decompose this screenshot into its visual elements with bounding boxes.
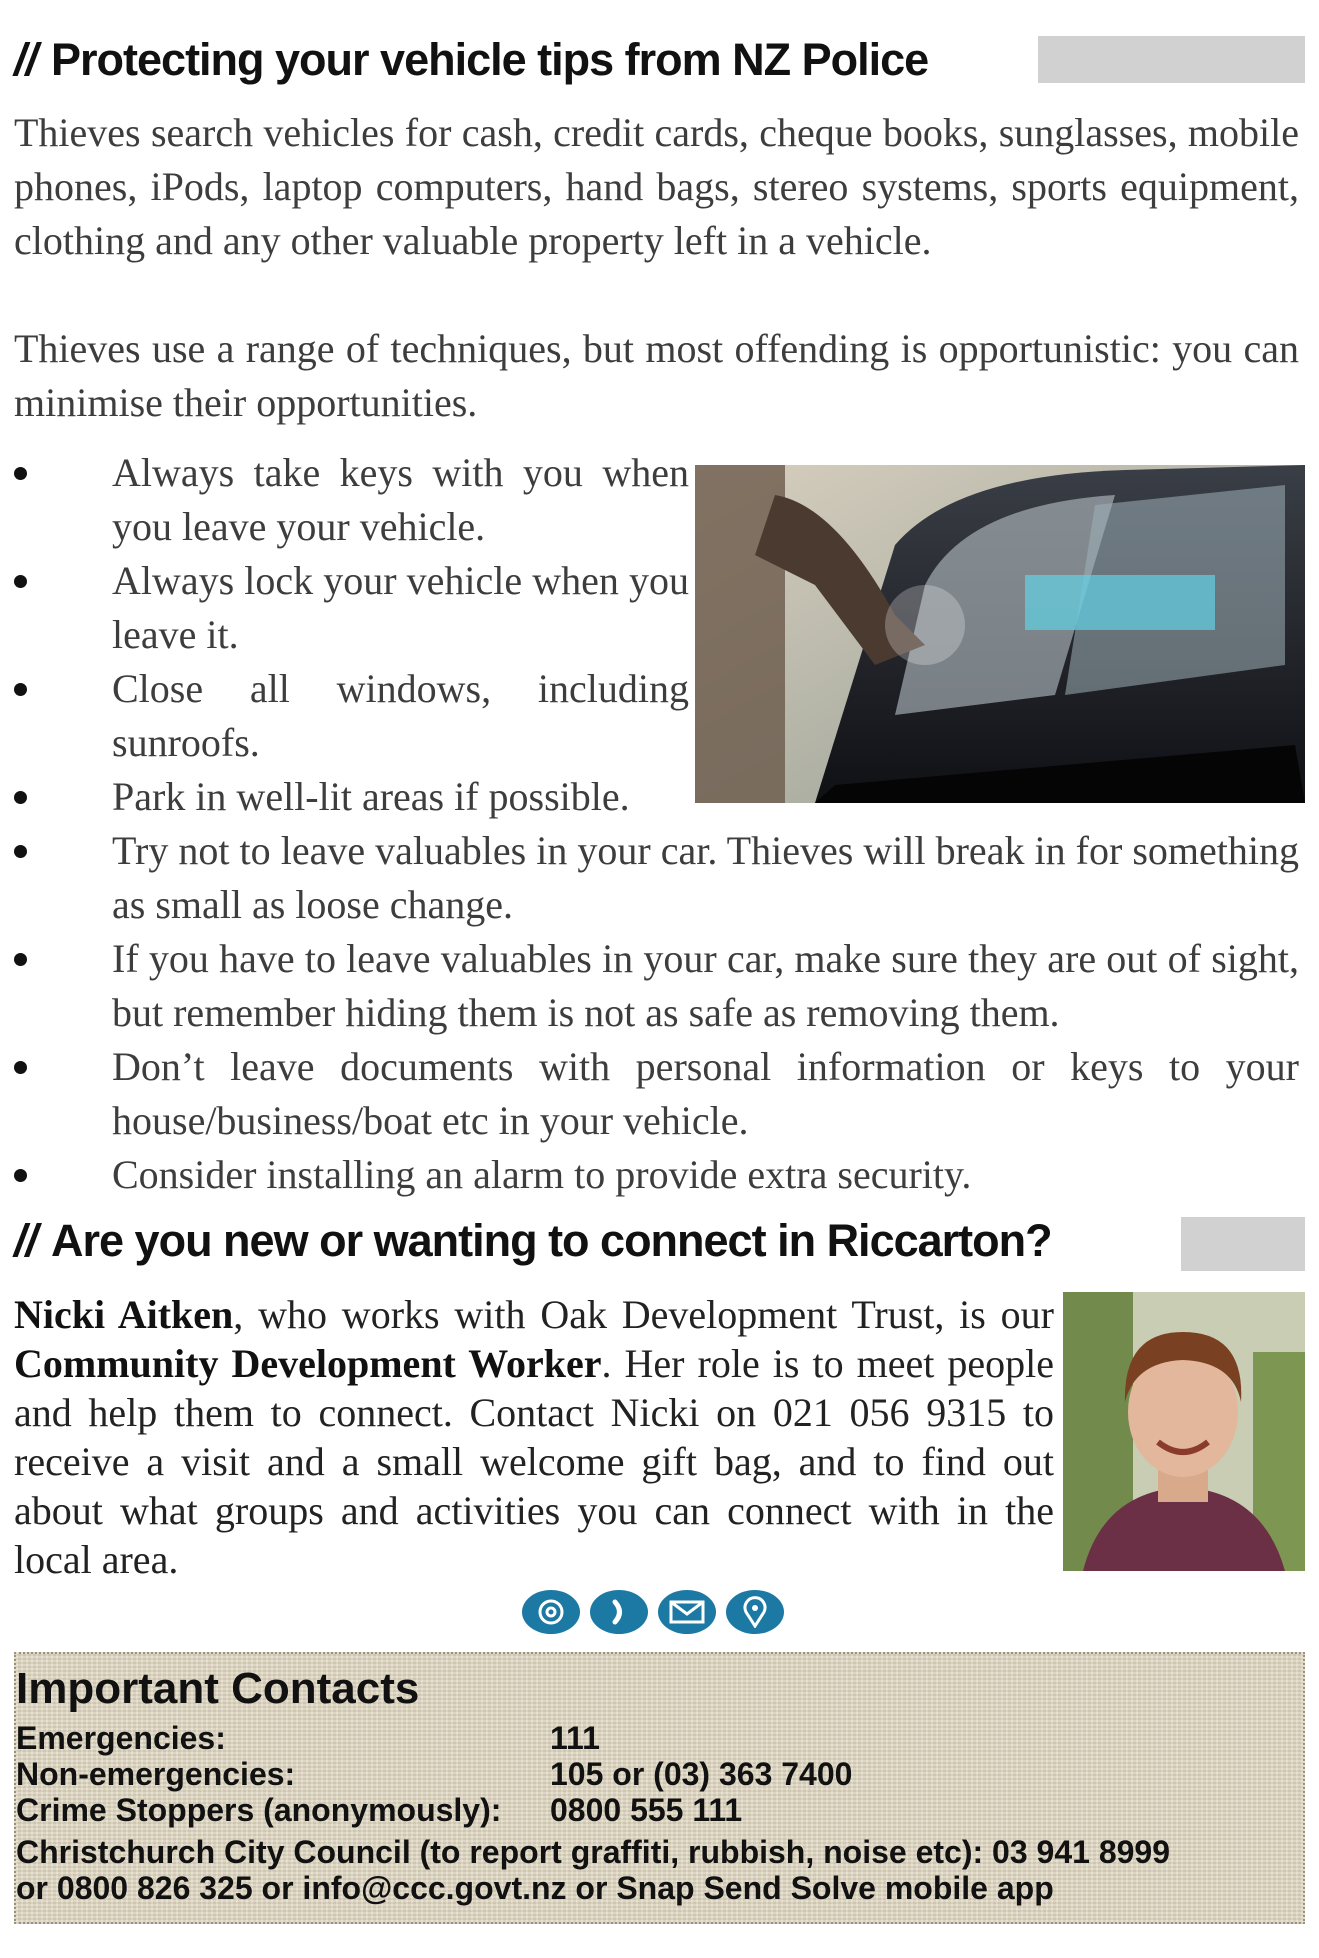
contact-value: 0800 555 111 (550, 1792, 743, 1828)
portrait-photo (1063, 1292, 1305, 1571)
riccarton-paragraph (14, 1290, 1054, 1584)
bullet-dot (14, 1169, 27, 1182)
bullet-text: Don’t leave documents with personal information or keys to your house/business/boat etc in your vehicle. (112, 1044, 1299, 1143)
car-break-in-photo (695, 465, 1305, 803)
contact-label: Emergencies: (16, 1720, 226, 1756)
bullet-text: Always take keys with you when you leave your vehicle. (112, 450, 689, 549)
intro-paragraph: Thieves search vehicles for cash, credit cards, cheque books, sunglasses, mobile phones, iPods, laptop computers, hand bags, stereo systems, sports equipment, clothing and any other valuable property left in a vehicle. (14, 110, 1299, 263)
text-part: , who works with Oak Development Trust, is our (233, 1292, 1054, 1337)
bullet-text: If you have to leave valuables in your car, make sure they are out of sight, but remember hiding them is not as safe as removing them. (112, 936, 1299, 1035)
phone-icon[interactable] (590, 1590, 648, 1634)
contact-label: Crime Stoppers (anonymously): (16, 1792, 502, 1828)
contact-value: 105 or (03) 363 7400 (550, 1756, 853, 1792)
heading-title: Are you new or wanting to connect in Riccarton? (51, 1215, 1052, 1266)
contact-row (16, 1756, 853, 1792)
contact-row (16, 1792, 743, 1828)
bullet-dot (14, 683, 27, 696)
bullet-dot (14, 575, 27, 588)
location-pin-icon[interactable] (726, 1590, 784, 1634)
bullet-text: Always lock your vehicle when you leave it. (112, 558, 689, 657)
section-heading-vehicle (14, 20, 928, 100)
bullet-dot (14, 1061, 27, 1074)
bullet-dot (14, 953, 27, 966)
techniques-paragraph: Thieves use a range of techniques, but most offending is opportunistic: you can minimise their opportunities. (14, 326, 1299, 425)
heading-title: Protecting your vehicle tips from NZ Police (51, 34, 929, 85)
portrait-illustration (1063, 1292, 1305, 1571)
bullet-text: Consider installing an alarm to provide extra security. (112, 1152, 972, 1197)
bullet-text: Try not to leave valuables in your car. Thieves will break in for something as small as loose change. (112, 828, 1299, 927)
contacts-title: Important Contacts (16, 1664, 420, 1713)
contact-label: Non-emergencies: (16, 1756, 296, 1792)
bullet-dot (14, 467, 27, 480)
bullet-text: Park in well-lit areas if possible. (112, 774, 630, 819)
contact-value: 111 (550, 1720, 600, 1756)
bullet-dot (14, 845, 27, 858)
bullet-text: Close all windows, including sunroofs. (112, 666, 689, 765)
section-heading-riccarton (14, 1201, 1052, 1281)
important-contacts-box (14, 1652, 1305, 1924)
heading-slashes: // (14, 34, 38, 85)
worker-role: Community Development Worker (14, 1341, 602, 1386)
contact-row (16, 1720, 600, 1756)
council-line: Christchurch City Council (to report graffiti, rubbish, noise etc): 03 941 8999 (16, 1834, 1170, 1870)
car-photo-illustration (695, 465, 1305, 803)
text-part: . Her role is to meet people and help them to connect. Contact Nicki on 021 056 9315 to receive a visit and a small welcome gift bag, and to find out about what groups and activities you can connect with in the local area. (14, 1341, 1054, 1582)
mail-icon[interactable] (658, 1590, 716, 1634)
contact-icons (522, 1590, 784, 1634)
heading-bar (1181, 1217, 1305, 1271)
heading-bar (1038, 36, 1305, 83)
at-icon[interactable] (522, 1590, 580, 1634)
heading-slashes: // (14, 1215, 38, 1266)
council-line-2: or 0800 826 325 or info@ccc.govt.nz or Snap Send Solve mobile app (16, 1870, 1054, 1906)
bullet-dot (14, 791, 27, 804)
worker-name: Nicki Aitken (14, 1292, 234, 1337)
